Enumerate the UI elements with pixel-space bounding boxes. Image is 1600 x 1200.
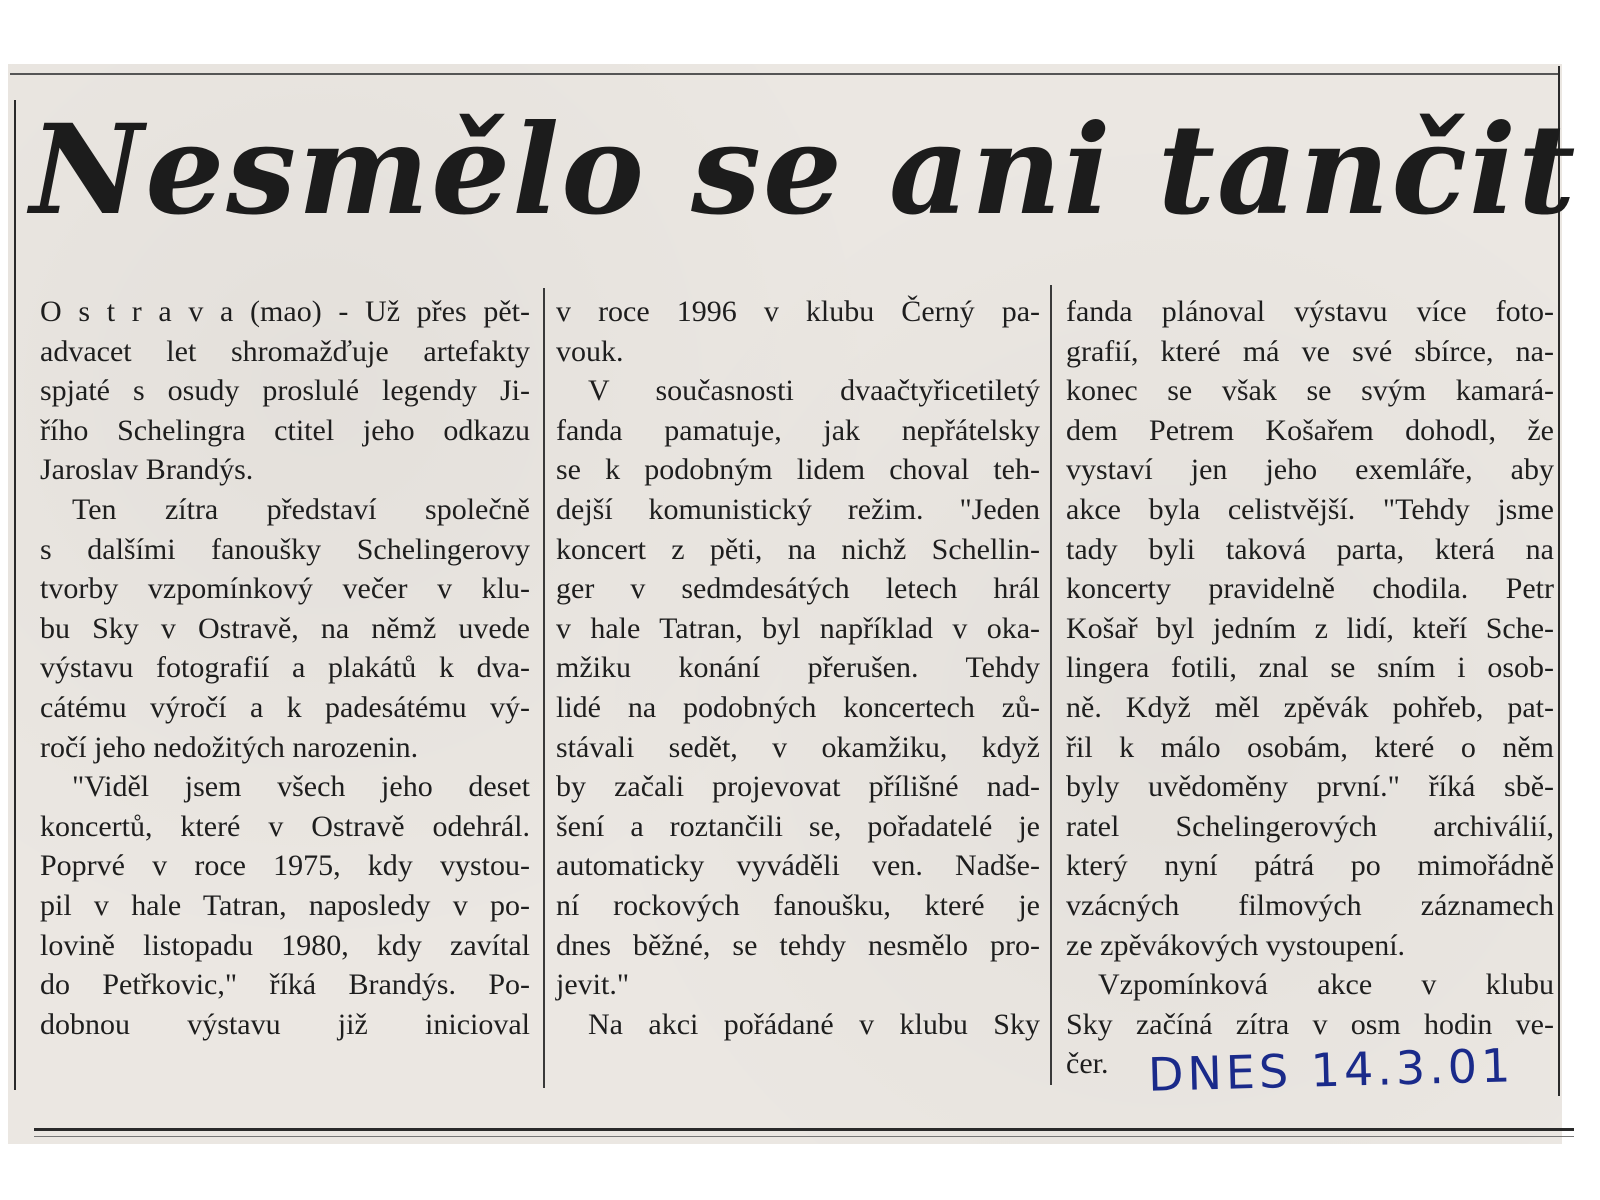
text-line: cátému výročí a k padesátému vý- — [40, 690, 530, 724]
text-line: řího Schelingra ctitel jeho odkazu — [40, 413, 530, 447]
text-line: dobnou výstavu již inicioval — [40, 1007, 530, 1041]
text-line: výstavu fotografií a plakátů k dva- — [40, 651, 530, 685]
text-line: dejší komunistický režim. "Jeden — [556, 492, 1040, 526]
text-line: lingera fotili, znal se sním i osob- — [1066, 651, 1554, 685]
article-column-2 — [556, 292, 1040, 1044]
text-line: vouk. — [556, 334, 624, 368]
text-line: Košař byl jedním z lidí, kteří Sche- — [1066, 611, 1554, 645]
text-line: fanda pamatuje, jak nepřátelsky — [556, 413, 1040, 447]
text-line: Jaroslav Brandýs. — [40, 453, 254, 487]
text-line: tvorby vzpomínkový večer v klu- — [40, 572, 530, 606]
article-headline: Nesmělo se ani tančit — [30, 98, 1578, 243]
text-line: Poprvé v roce 1975, kdy vystou- — [40, 849, 530, 883]
text-line: do Petřkovic," říká Brandýs. Po- — [40, 968, 530, 1002]
text-line: který nyní pátrá po mimořádně — [1066, 849, 1554, 883]
text-line: Sky začíná zítra v osm hodin ve- — [1066, 1007, 1554, 1041]
text-line: jevit." — [556, 968, 630, 1002]
text-line: se k podobným lidem choval teh- — [556, 453, 1040, 487]
text-line: mžiku konání přerušen. Tehdy — [556, 651, 1040, 685]
text-line: šení a roztančili se, pořadatelé je — [556, 809, 1040, 843]
text-line: akce byla celistvější. "Tehdy jsme — [1066, 492, 1554, 526]
text-line: lidé na podobných koncertech zů- — [556, 690, 1040, 724]
column-divider-1 — [543, 288, 545, 1088]
text-line: ratel Schelingerových archiválií, — [1066, 809, 1554, 843]
text-line: v roce 1996 v klubu Černý pa- — [556, 295, 1040, 328]
text-line: pil v hale Tatran, naposledy v po- — [40, 888, 530, 922]
text-line: spjaté s osudy proslulé legendy Ji- — [40, 374, 530, 408]
handwritten-date-note: DNES 14.3.01 — [1147, 1038, 1515, 1102]
text-line: vzácných filmových záznamech — [1066, 888, 1554, 922]
text-line: O s t r a v a (mao) - Už přes pět- — [40, 295, 530, 328]
article-column-1 — [40, 292, 530, 1044]
text-line: fanda plánoval výstavu více foto- — [1066, 295, 1554, 328]
text-line: koncert z pěti, na nichž Schellin- — [556, 532, 1040, 566]
text-line: řil k málo osobám, které o něm — [1066, 730, 1554, 764]
text-line: "Viděl jsem všech jeho deset — [72, 770, 530, 804]
text-line: vystaví jen jeho exemláře, aby — [1066, 453, 1554, 487]
bottom-rule-thin — [34, 1136, 1574, 1137]
text-line: Vzpomínková akce v klubu — [1098, 968, 1554, 1002]
text-line: stávali sedět, v okamžiku, když — [556, 730, 1040, 764]
text-line: bu Sky v Ostravě, na němž uvede — [40, 611, 530, 645]
text-line: čer. — [1066, 1047, 1109, 1081]
text-line: s dalšími fanoušky Schelingerovy — [40, 532, 530, 566]
bottom-rule — [34, 1128, 1574, 1131]
text-line: by začali projevovat přílišné nad- — [556, 770, 1040, 804]
text-line: ně. Když měl zpěvák pohřeb, pat- — [1066, 690, 1554, 724]
text-line: automaticky vyváděli ven. Nadše- — [556, 849, 1040, 883]
text-line: V současnosti dvaačtyřicetiletý — [588, 374, 1040, 408]
text-line: dnes běžné, se tehdy nesmělo pro- — [556, 928, 1040, 962]
text-line: grafií, které má ve své sbírce, na- — [1066, 334, 1554, 368]
text-line: ročí jeho nedožitých narozenin. — [40, 730, 419, 764]
text-line: Ten zítra představí společně — [72, 492, 530, 526]
text-line: ní rockových fanoušku, které je — [556, 888, 1040, 922]
text-line: Na akci pořádané v klubu Sky — [588, 1007, 1040, 1041]
text-line: koncerty pravidelně chodila. Petr — [1066, 572, 1554, 606]
text-line: dem Petrem Košařem dohodl, že — [1066, 413, 1554, 447]
text-line: ger v sedmdesátých letech hrál — [556, 572, 1040, 606]
text-line: v hale Tatran, byl například v oka- — [556, 611, 1040, 645]
text-line: koncertů, které v Ostravě odehrál. — [40, 809, 530, 843]
top-rule — [10, 73, 1560, 75]
left-frame-rule — [14, 100, 16, 1090]
column-divider-2 — [1050, 285, 1052, 1085]
text-line: lovině listopadu 1980, kdy zavítal — [40, 928, 530, 962]
text-line: konec se však se svým kamará- — [1066, 374, 1554, 408]
text-line: tady byli taková parta, která na — [1066, 532, 1554, 566]
text-line: advacet let shromažďuje artefakty — [40, 334, 530, 368]
text-line: ze zpěvákových vystoupení. — [1066, 928, 1406, 962]
text-line: byly uvědoměny první." říká sbě- — [1066, 770, 1554, 804]
article-column-3 — [1066, 292, 1554, 1084]
